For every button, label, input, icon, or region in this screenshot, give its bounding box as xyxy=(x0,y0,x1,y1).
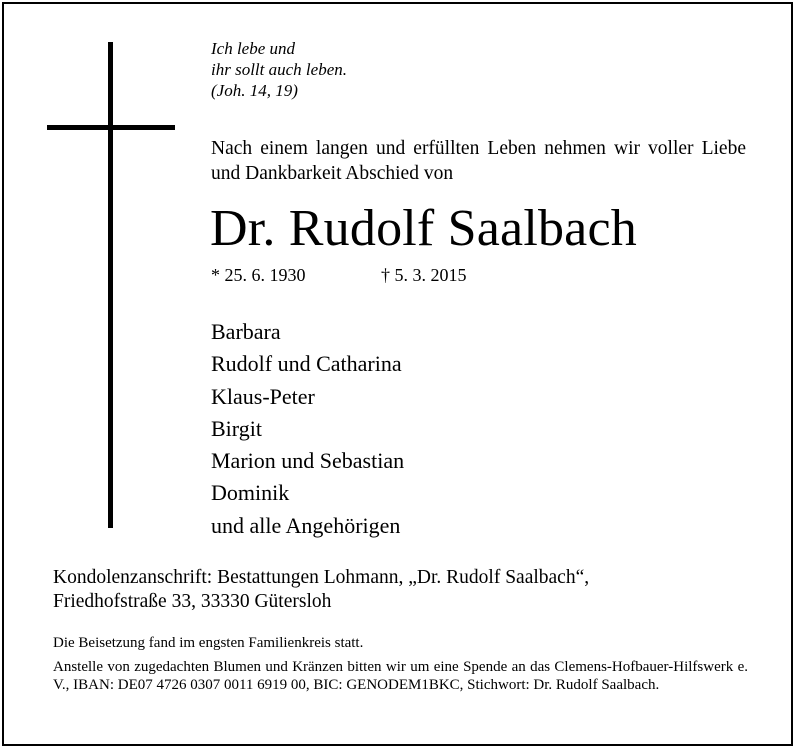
bible-verse-line-2: ihr sollt auch leben. xyxy=(211,60,347,79)
donation-note: Anstelle von zugedachten Blumen und Kränzen bitten wir um eine Spende an das Clemens-Hofbauer-Hilfswerk e. V., IBAN: DE07 4726 0307 0011 6919 00, BIC: GENODEM1BKC, Stichwort: Dr. Rudolf Saalbach. xyxy=(53,659,748,693)
bible-verse-reference: (Joh. 14, 19) xyxy=(211,81,298,100)
intro-text: Nach einem langen und erfüllten Leben nehmen wir voller Liebe und Dankbarkeit Abschied von xyxy=(211,138,746,184)
birth-date: * 25. 6. 1930 xyxy=(211,265,306,285)
mourner: Klaus-Peter xyxy=(211,383,315,409)
mourners-list xyxy=(211,316,404,542)
death-date: † 5. 3. 2015 xyxy=(381,265,467,285)
cross-icon-crossbar xyxy=(47,125,175,130)
bible-verse xyxy=(211,38,347,101)
deceased-name: Dr. Rudolf Saalbach xyxy=(210,200,637,257)
mourner: und alle Angehörigen xyxy=(211,512,401,538)
condolence-address xyxy=(53,566,589,614)
mourner: Dominik xyxy=(211,480,290,506)
mourner: Birgit xyxy=(211,415,262,441)
cross-icon xyxy=(108,42,113,528)
mourner: Rudolf und Catharina xyxy=(211,351,402,377)
condolence-line-1: Kondolenzanschrift: Bestattungen Lohmann, „Dr. Rudolf Saalbach“, xyxy=(53,567,590,588)
mourner: Barbara xyxy=(211,319,281,344)
notes xyxy=(53,634,748,694)
mourner: Marion und Sebastian xyxy=(211,448,405,474)
burial-note: Die Beisetzung fand im engsten Familienkreis statt. xyxy=(53,635,364,651)
condolence-line-2: Friedhofstraße 33, 33330 Gütersloh xyxy=(53,591,332,612)
bible-verse-line-1: Ich lebe und xyxy=(211,39,296,58)
